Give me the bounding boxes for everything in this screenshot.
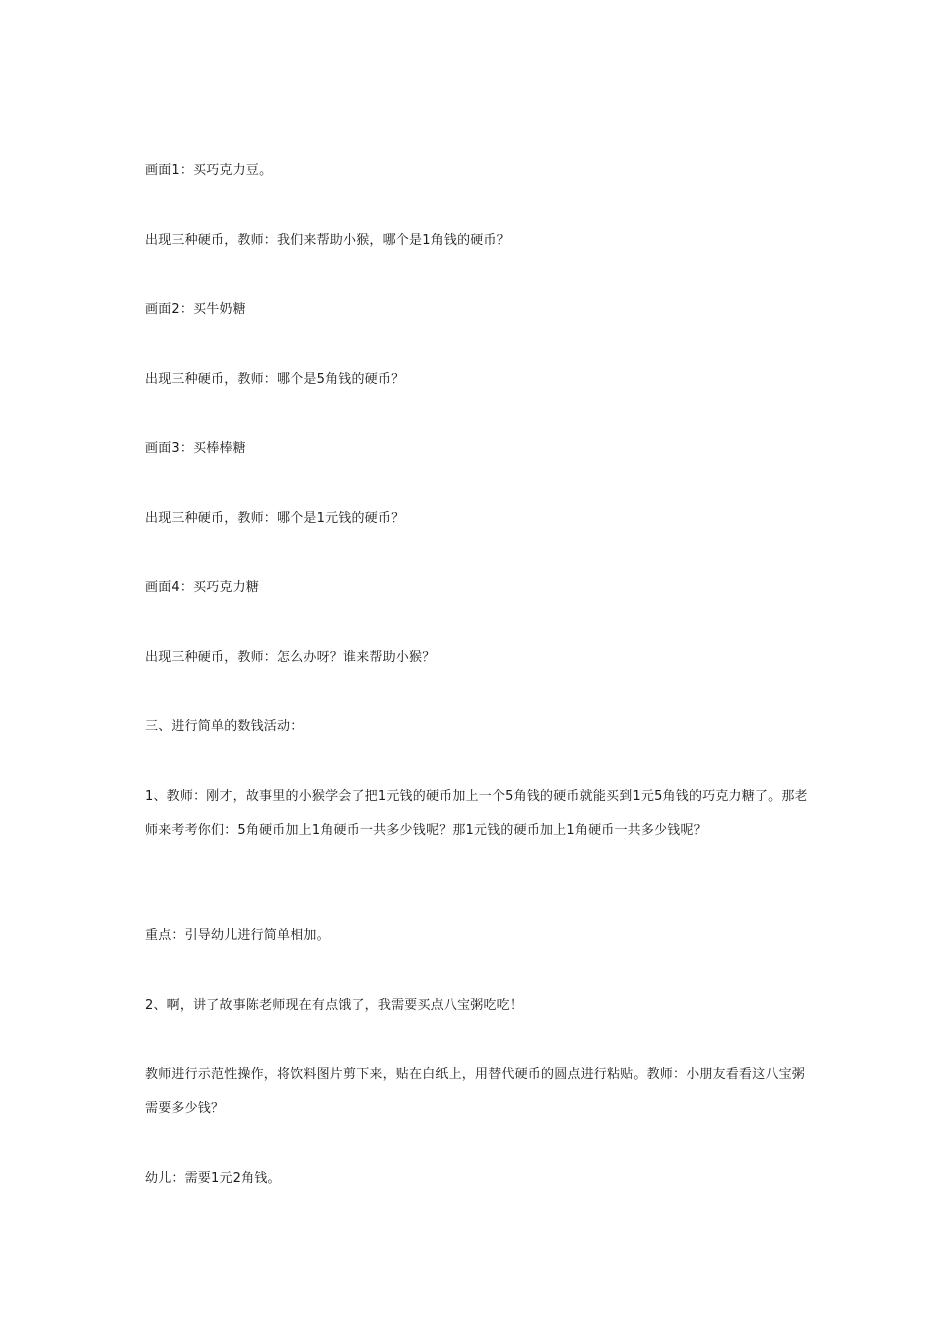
section-heading-counting: 三、进行简单的数钱活动： xyxy=(145,719,304,734)
paragraph-demonstration: 教师进行示范性操作，将饮料图片剪下来，贴在白纸上，用替代硬币的圆点进行粘贴。教师：小朋友看看这八宝粥需要多少钱？ xyxy=(145,1067,806,1116)
paragraph-scene-4-question: 出现三种硬币，教师：怎么办呀？谁来帮助小猴？ xyxy=(145,650,436,665)
paragraph-scene-1: 画面1：买巧克力豆。 xyxy=(145,163,273,178)
paragraph-key-point: 重点：引导幼儿进行简单相加。 xyxy=(145,928,330,943)
paragraph-scene-2: 画面2：买牛奶糖 xyxy=(145,302,246,317)
paragraph-child-answer: 幼儿：需要1元2角钱。 xyxy=(145,1171,281,1186)
paragraph-scene-3: 画面3：买棒棒糖 xyxy=(145,441,246,456)
paragraph-activity-1: 1、教师：刚才，故事里的小猴学会了把1元钱的硬币加上一个5角钱的硬币就能买到1元5角钱的巧克力糖了。那老师来考考你们：5角硬币加上1角硬币一共多少钱呢？那1元钱的硬币加上1角硬币一共多少钱呢？ xyxy=(145,789,808,838)
paragraph-scene-2-question: 出现三种硬币，教师：哪个是5角钱的硬币？ xyxy=(145,372,405,387)
paragraph-scene-1-question: 出现三种硬币，教师：我们来帮助小猴，哪个是1角钱的硬币？ xyxy=(145,233,510,248)
paragraph-activity-2: 2、啊，讲了故事陈老师现在有点饿了，我需要买点八宝粥吃吃！ xyxy=(145,998,524,1013)
paragraph-scene-4: 画面4：买巧克力糖 xyxy=(145,580,260,595)
paragraph-scene-3-question: 出现三种硬币，教师：哪个是1元钱的硬币？ xyxy=(145,511,405,526)
